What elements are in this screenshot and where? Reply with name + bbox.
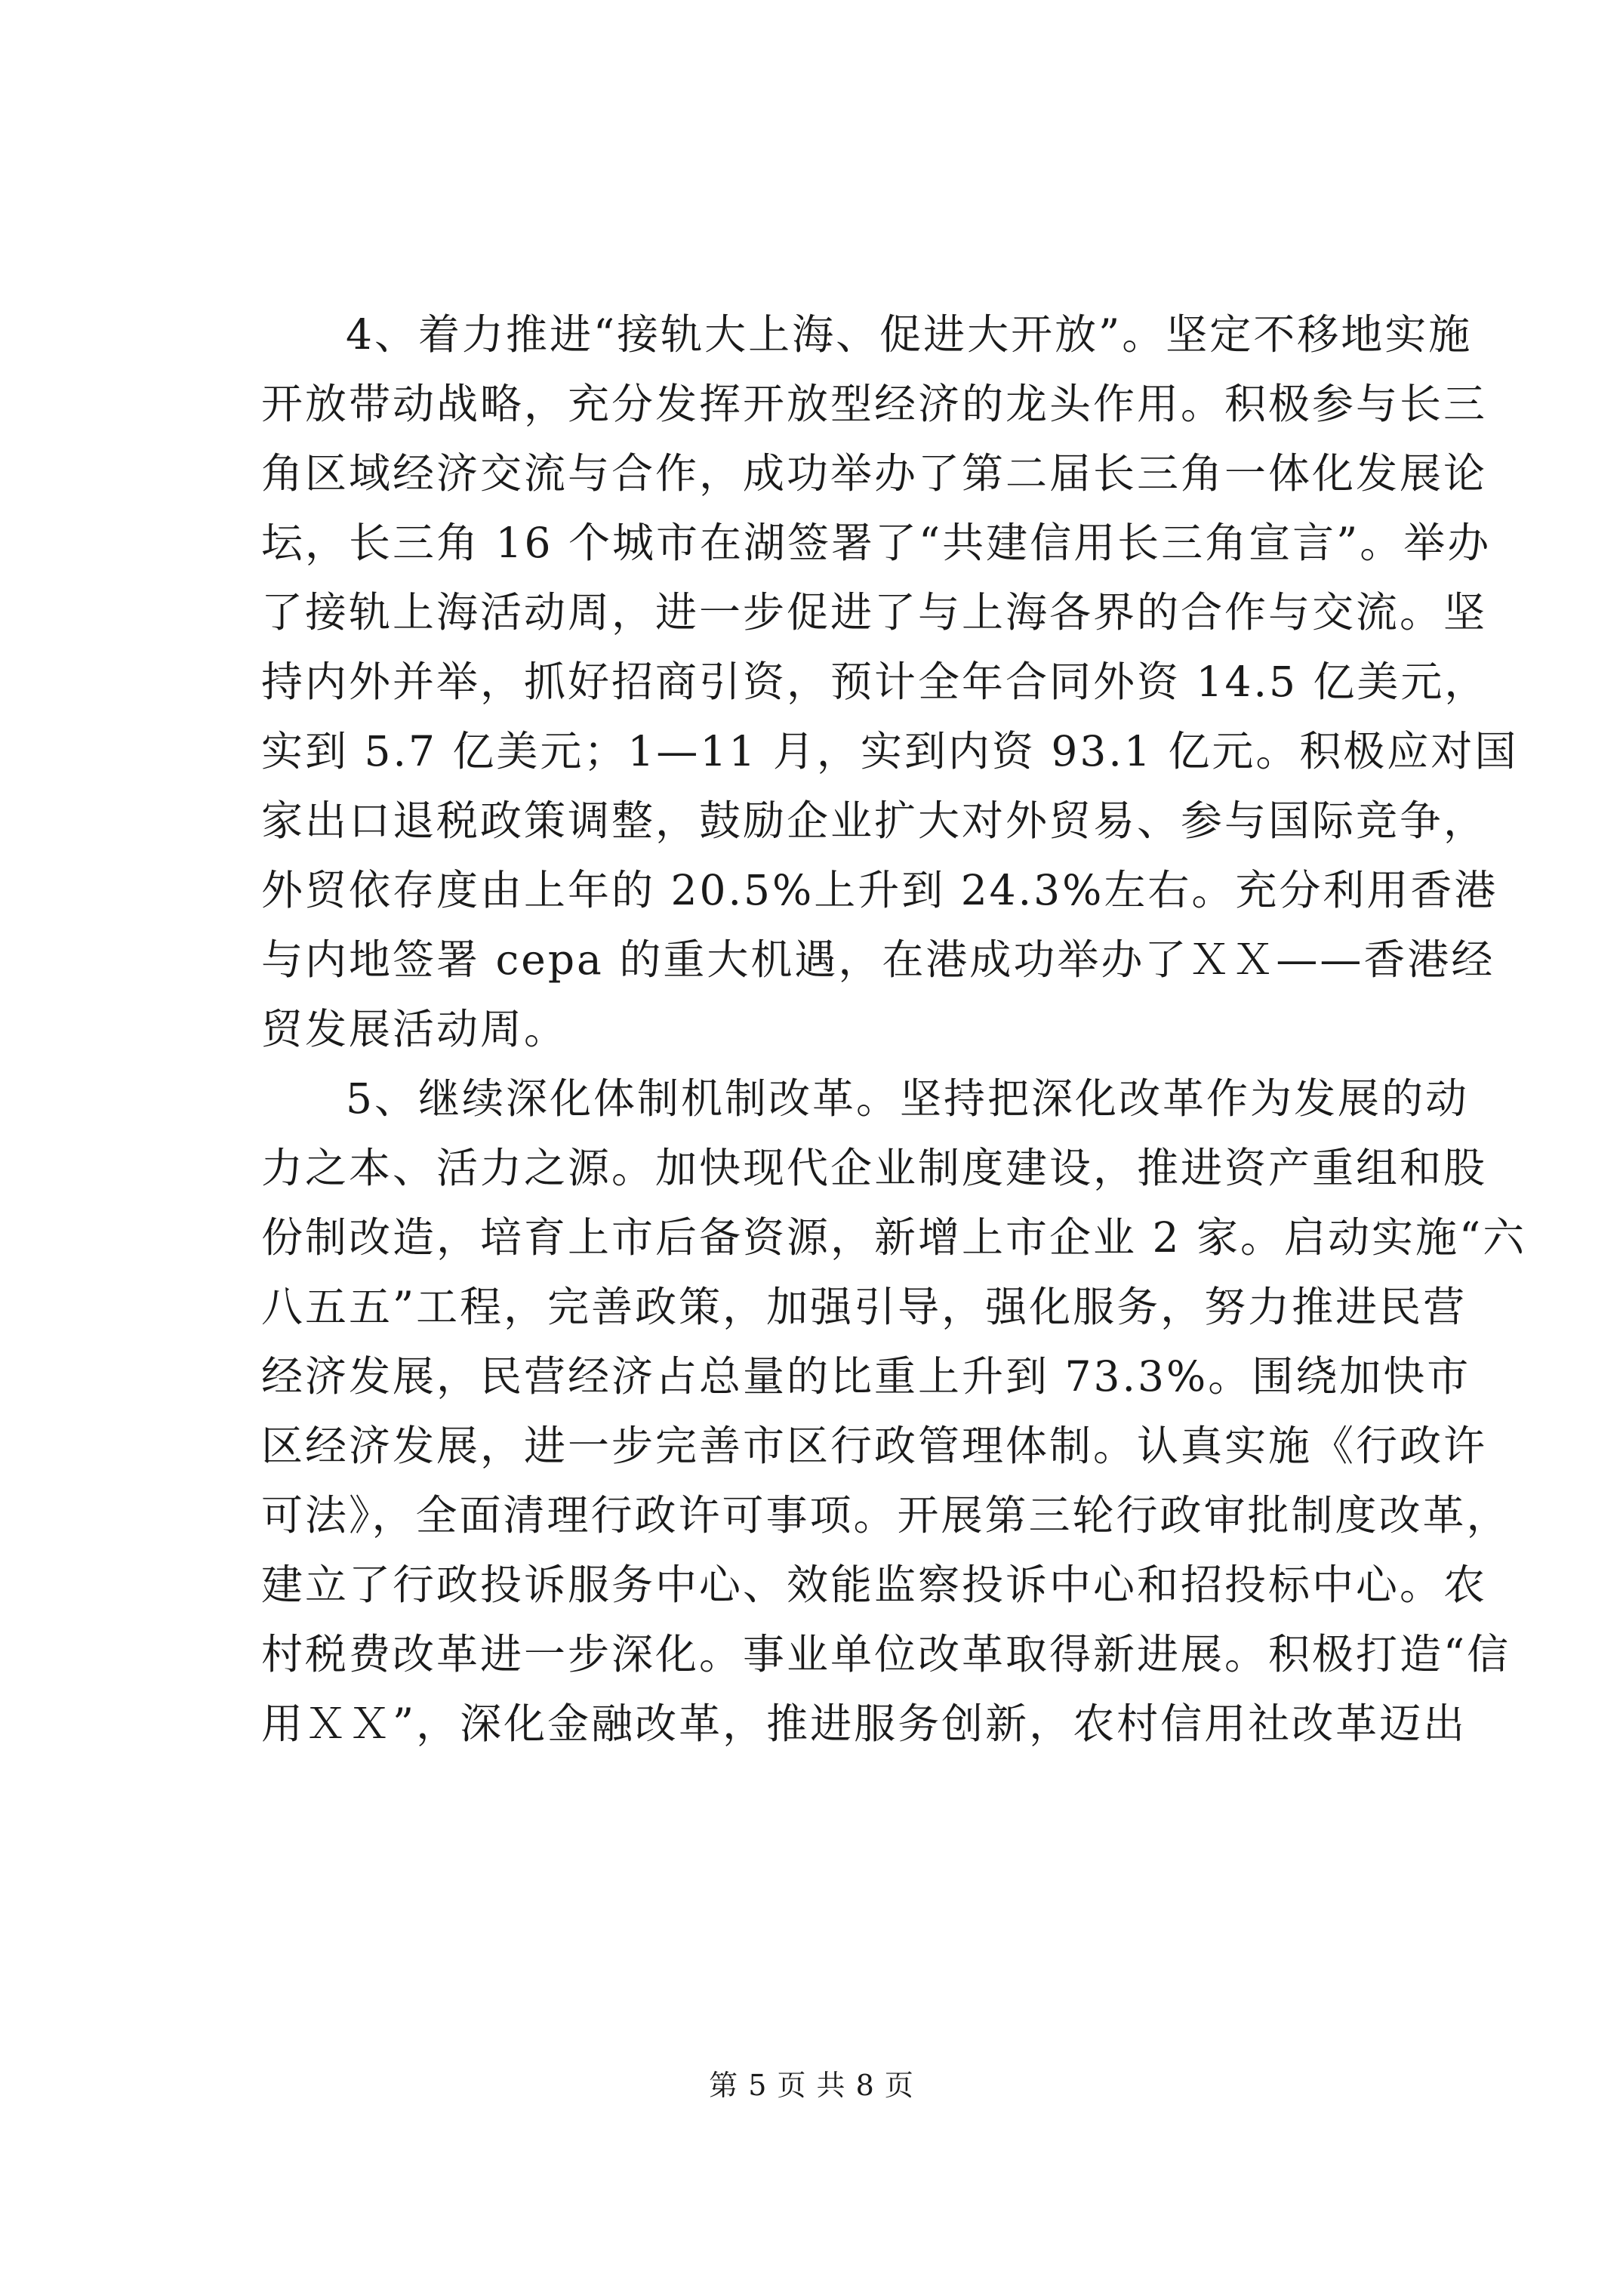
- text-line: 村税费改革进一步深化。事业单位改革取得新进展。积极打造“信: [261, 1630, 1511, 1678]
- paragraph-5: [261, 1064, 1527, 1758]
- text-line: 用ＸＸ”，深化金融改革，推进服务创新，农村信用社改革迈出: [261, 1700, 1467, 1748]
- text-line: 经济发展，民营经济占总量的比重上升到 73.3%。围绕加快市: [261, 1352, 1471, 1401]
- text-line: 持内外并举，抓好招商引资，预计全年合同外资 14.5 亿美元，: [261, 658, 1489, 706]
- paragraph-4: [261, 300, 1519, 1064]
- text-line: 份制改造，培育上市后备资源，新增上市企业 2 家。启动实施“六: [261, 1213, 1527, 1262]
- text-line: 力之本、活力之源。加快现代企业制度建设，推进资产重组和股: [261, 1144, 1488, 1192]
- text-line: 贸发展活动周。: [261, 1005, 568, 1053]
- page-number-footer: 第 5 页 共 8 页: [709, 2069, 914, 2102]
- text-line: 外贸依存度由上年的 20.5%上升到 24.3%左右。充分利用香港: [261, 866, 1498, 914]
- text-line: 角区域经济交流与合作，成功举办了第二届长三角一体化发展论: [261, 449, 1488, 498]
- text-line: 八五五”工程，完善政策，加强引导，强化服务，努力推进民营: [261, 1283, 1467, 1331]
- text-line: 区经济发展，进一步完善市区行政管理体制。认真实施《行政许: [261, 1422, 1488, 1470]
- text-line: 4、着力推进“接轨大上海、促进大开放”。坚定不移地实施: [346, 310, 1473, 359]
- text-line: 建立了行政投诉服务中心、效能监察投诉中心和招投标中心。农: [261, 1561, 1488, 1609]
- text-line: 与内地签署 cepa 的重大机遇，在港成功举办了ＸＸ——香港经: [261, 935, 1495, 984]
- body-text: [261, 300, 1527, 1758]
- text-line: 实到 5.7 亿美元；1—11 月，实到内资 93.1 亿元。积极应对国: [261, 727, 1519, 775]
- text-line: 开放带动战略，充分发挥开放型经济的龙头作用。积极参与长三: [261, 380, 1488, 428]
- text-line: 可法》，全面清理行政许可事项。开展第三轮行政审批制度改革，: [261, 1491, 1511, 1539]
- text-line: 坛，长三角 16 个城市在湖签署了“共建信用长三角宣言”。举办: [261, 519, 1492, 567]
- text-line: 了接轨上海活动周，进一步促进了与上海各界的合作与交流。坚: [261, 588, 1488, 636]
- text-line: 家出口退税政策调整，鼓励企业扩大对外贸易、参与国际竞争，: [261, 797, 1488, 845]
- text-line: 5、继续深化体制机制改革。坚持把深化改革作为发展的动: [346, 1074, 1469, 1123]
